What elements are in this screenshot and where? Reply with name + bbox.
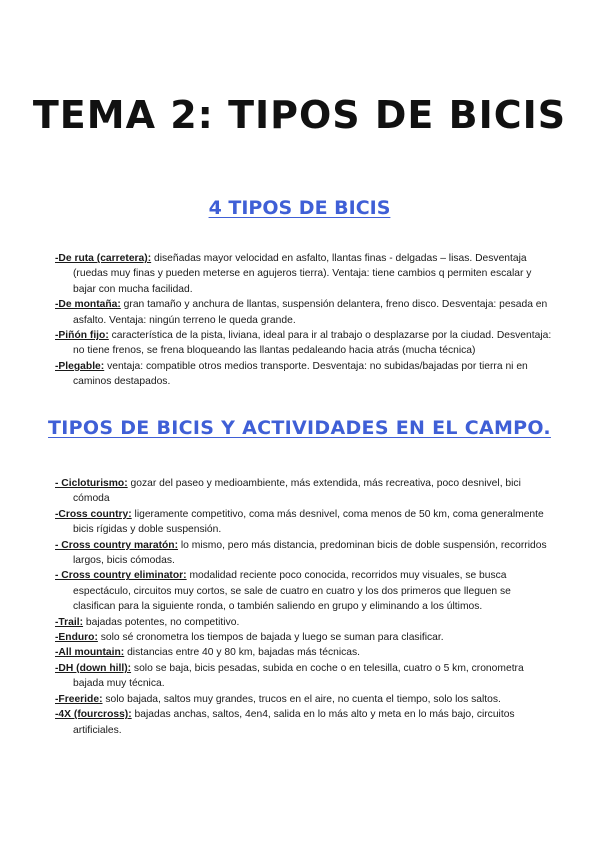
section-title-field-activities: TIPOS DE BICIS Y ACTIVIDADES EN EL CAMPO. — [48, 417, 551, 439]
list-item — [55, 615, 553, 630]
entry-term: -Piñón fijo: — [55, 330, 109, 342]
entry-term: - Cicloturismo: — [55, 478, 128, 489]
list-item — [55, 645, 553, 660]
bike-types-list — [55, 251, 553, 390]
entry-term: - Cross country eliminator: — [55, 570, 187, 582]
entry-description: diseñadas mayor velocidad en asfalto, llantas finas - delgadas – lisas. Desventaja (ruedas muy finas y pueden meterse en agujeros tierra). Ventaja: tiene cambios q permiten escalar y bajar con mucha facilidad. — [73, 253, 532, 295]
list-item — [55, 507, 553, 538]
entry-description: modalidad reciente poco conocida, recorridos muy visuales, se busca espectáculo, circuitos muy cortos, se sale de cuatro en cuatro y los dos primeros que lleguen se clasifican para la siguiente ronda, o también saliendo en grupo y eliminando a los últimos. — [73, 570, 511, 613]
page-title: TEMA 2: TIPOS DE BICIS — [32, 93, 567, 137]
list-item — [55, 692, 553, 707]
list-item — [55, 359, 553, 390]
list-item — [55, 297, 553, 328]
entry-term: -4X (fourcross): — [55, 709, 132, 721]
entry-description: bajadas potentes, no competitivo. — [83, 616, 240, 628]
entry-term: - Cross country maratón: — [55, 539, 179, 551]
entry-description: ventaja: compatible otros medios transporte. Desventaja: no subidas/bajadas por tierra ni en caminos destapados. — [73, 360, 528, 388]
entry-description: solo bajada, saltos muy grandes, trucos en el aire, no cuenta el tiempo, solo los saltos. — [102, 693, 501, 705]
entry-description: gozar del paseo y medioambiente, más extendida, más recreativa, poco desnivel, bici cómoda — [73, 478, 521, 505]
entry-description: bajadas anchas, saltos, 4en4, salida en lo más alto y meta en lo más bajo, circuitos artificiales. — [73, 709, 515, 736]
entry-description: característica de la pista, liviana, ideal para ir al trabajo o desplazarse por la ciudad. Desventaja: no tiene frenos, se frena bloqueando las llantas pedaleando hacia atrás (mucha técnica) — [73, 330, 552, 357]
entry-term: -De montaña: — [55, 299, 121, 311]
list-item — [55, 251, 553, 297]
entry-term: -Enduro: — [55, 632, 98, 644]
entry-description: lo mismo, pero más distancia, predominan bicis de doble suspensión, recorridos largos, bicis cómodas. — [73, 539, 547, 567]
list-item — [55, 568, 553, 614]
entry-description: distancias entre 40 y 80 km, bajadas más técnicas. — [124, 647, 361, 659]
entry-description: solo se baja, bicis pesadas, subida en coche o en telesilla, cuatro o 5 km, cronometra bajada muy técnica. — [73, 662, 524, 690]
entry-description: solo sé cronometra los tiempos de bajada y luego se suman para clasificar. — [97, 632, 444, 644]
entry-term: -All mountain: — [55, 647, 125, 659]
section-title-bike-types: 4 TIPOS DE BICIS — [208, 197, 391, 219]
list-item — [55, 661, 553, 692]
list-item — [55, 630, 553, 645]
entry-term: -Cross country: — [55, 508, 132, 520]
list-item — [55, 328, 553, 359]
list-item — [55, 538, 553, 569]
entry-term: -DH (down hill): — [55, 662, 132, 674]
list-item — [55, 707, 553, 738]
field-activities-list — [55, 476, 553, 738]
entry-term: -Trail: — [55, 616, 84, 628]
entry-term: -Freeride: — [55, 693, 103, 705]
entry-description: ligeramente competitivo, coma más desnivel, coma menos de 50 km, coma generalmente bicis rígidas y doble suspensión. — [73, 508, 544, 536]
entry-description: gran tamaño y anchura de llantas, suspensión delantera, freno disco. Desventaja: pesada en asfalto. Ventaja: ningún terreno le queda grande. — [73, 299, 548, 326]
entry-term: -Plegable: — [55, 360, 105, 372]
list-item — [55, 476, 553, 507]
entry-term: -De ruta (carretera): — [55, 253, 152, 264]
